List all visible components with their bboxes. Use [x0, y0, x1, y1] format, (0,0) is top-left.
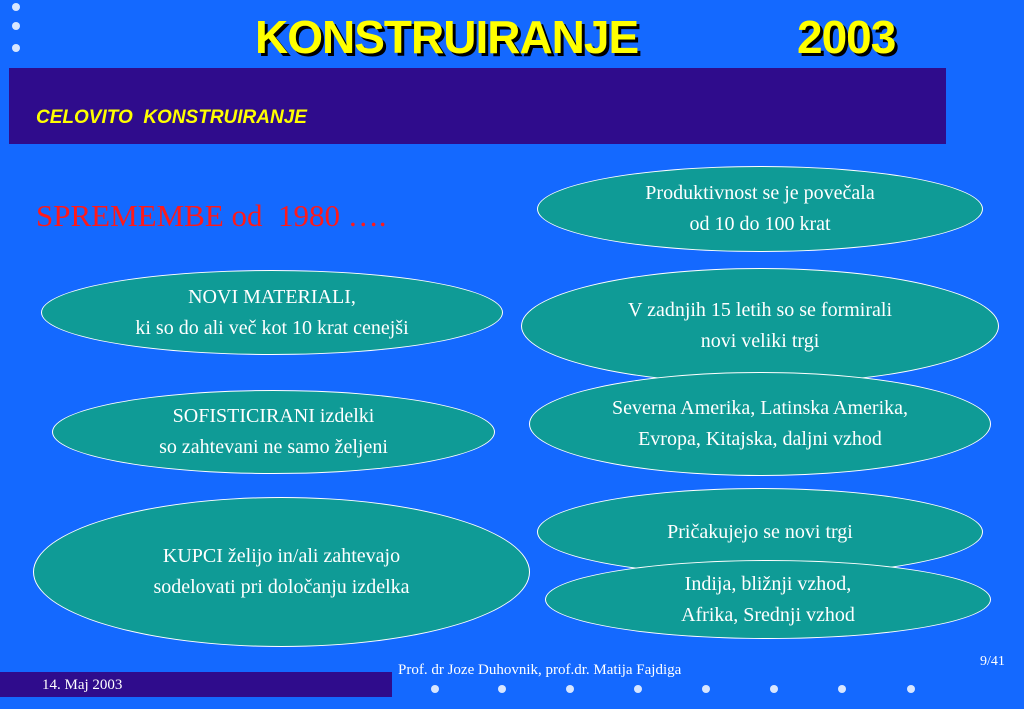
footer-date: 14. Maj 2003 — [42, 677, 123, 693]
bullet-dot-icon — [838, 685, 846, 693]
bullet-dot-icon — [702, 685, 710, 693]
oval-text: Indija, bližnji vzhod, Afrika, Srednji vzhod — [681, 572, 855, 626]
oval-materials — [41, 270, 503, 355]
bullet-dot-icon — [12, 22, 20, 30]
oval-text: SOFISTICIRANI izdelki so zahtevani ne samo željeni — [159, 405, 388, 458]
slide-subtitle: CELOVITO KONSTRUIRANJE — [36, 107, 307, 128]
section-heading: SPREMEMBE od 1980 …. — [36, 198, 387, 233]
bullet-dot-icon — [498, 685, 506, 693]
oval-text: V zadnjih 15 letih so se formirali novi veliki trgi — [627, 299, 893, 352]
oval-text: Pričakujejo se novi trgi — [667, 520, 853, 543]
oval-customers — [33, 497, 530, 647]
oval-sophisticated-products — [52, 390, 495, 474]
slide-title — [210, 10, 970, 70]
title-text: KONSTRUIRANJE — [255, 11, 639, 63]
page-number: 9/41 — [980, 654, 1005, 669]
footer-author: Prof. dr Joze Duhovnik, prof.dr. Matija Fajdiga — [398, 662, 682, 678]
oval-regions — [529, 372, 991, 476]
oval-text: Produktivnost se je povečala od 10 do 100 krat — [645, 182, 875, 235]
oval-productivity — [537, 166, 983, 252]
oval-expected-regions — [545, 560, 991, 639]
bullet-dot-icon — [431, 685, 439, 693]
bullet-dot-icon — [12, 3, 20, 11]
oval-text: NOVI MATERIALI, ki so do ali več kot 10 krat cenejši — [135, 285, 409, 339]
subtitle-banner — [9, 68, 946, 144]
bullet-dot-icon — [12, 44, 20, 52]
bullet-dot-icon — [634, 685, 642, 693]
oval-text: Severna Amerika, Latinska Amerika, Evropa, Kitajska, daljni vzhod — [611, 397, 908, 450]
title-year: 2003 — [797, 11, 896, 63]
oval-text: KUPCI želijo in/ali zahtevajo sodelovati pri določanju izdelka — [153, 545, 410, 598]
oval-new-markets — [521, 268, 999, 384]
bullet-dot-icon — [907, 685, 915, 693]
bullet-dot-icon — [770, 685, 778, 693]
bullet-dot-icon — [566, 685, 574, 693]
